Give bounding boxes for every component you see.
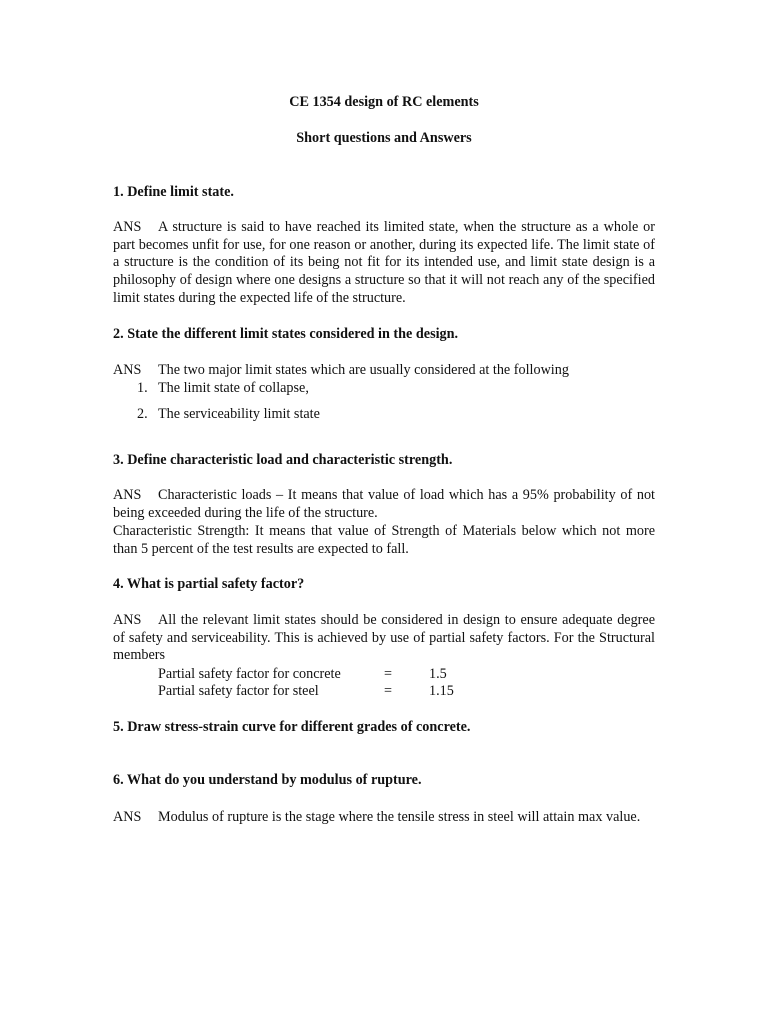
equals-sign: = bbox=[384, 666, 393, 682]
safety-factor-value: 1.15 bbox=[429, 683, 454, 699]
safety-factor-label: Partial safety factor for steel bbox=[158, 683, 319, 699]
answer-1 bbox=[113, 219, 655, 308]
answer-3 bbox=[113, 487, 655, 522]
question-4: 4. What is partial safety factor? bbox=[113, 576, 305, 592]
question-5: 5. Draw stress-strain curve for different grades of concrete. bbox=[113, 719, 471, 735]
answer-6 bbox=[113, 809, 655, 827]
question-1: 1. Define limit state. bbox=[113, 184, 234, 200]
question-6: 6. What do you understand by modulus of rupture. bbox=[113, 772, 422, 788]
equals-sign: = bbox=[384, 683, 393, 699]
answer-2 bbox=[113, 362, 569, 379]
ans-label: ANS bbox=[113, 362, 142, 378]
safety-factor-value: 1.5 bbox=[429, 666, 447, 682]
list-item-text: The limit state of collapse, bbox=[158, 380, 309, 396]
ans-label: ANS bbox=[113, 487, 142, 503]
question-2: 2. State the different limit states considered in the design. bbox=[113, 326, 459, 342]
safety-factor-label: Partial safety factor for concrete bbox=[158, 666, 341, 682]
question-3: 3. Define characteristic load and characteristic strength. bbox=[113, 452, 453, 468]
ans-label: ANS bbox=[113, 612, 142, 628]
answer-2-text: The two major limit states which are usually considered at the following bbox=[158, 362, 569, 378]
list-item-number: 1. bbox=[137, 380, 148, 396]
document-subtitle: Short questions and Answers bbox=[296, 130, 472, 146]
document-title: CE 1354 design of RC elements bbox=[289, 94, 479, 110]
ans-label: ANS bbox=[113, 809, 142, 825]
list-item-text: The serviceability limit state bbox=[158, 406, 320, 422]
answer-4-text: All the relevant limit states should be considered in design to ensure adequate degree of safety and serviceability. This is achieved by use of partial safety factors. For the Structural members bbox=[113, 612, 655, 664]
answer-3-continued: Characteristic Strength: It means that value of Strength of Materials below which not more than 5 percent of the test results are expected to fall. bbox=[113, 523, 655, 557]
answer-3-text: Characteristic loads – It means that value of load which has a 95% probability of not being exceeded during the life of the structure. bbox=[113, 487, 655, 521]
answer-4 bbox=[113, 612, 655, 665]
answer-1-text: A structure is said to have reached its limited state, when the structure as a whole or part becomes unfit for use, for one reason or another, during its expected life. The limit state of a structure is the condition of its being not fit for its intended use, and limit state design is a philosophy of design where one designs a structure so that it will not reach any of the specified limit states during the expected life of the structure. bbox=[113, 219, 655, 306]
answer-6-text: Modulus of rupture is the stage where the tensile stress in steel will attain max value. bbox=[158, 809, 641, 825]
list-item-number: 2. bbox=[137, 406, 148, 422]
ans-label: ANS bbox=[113, 219, 142, 235]
